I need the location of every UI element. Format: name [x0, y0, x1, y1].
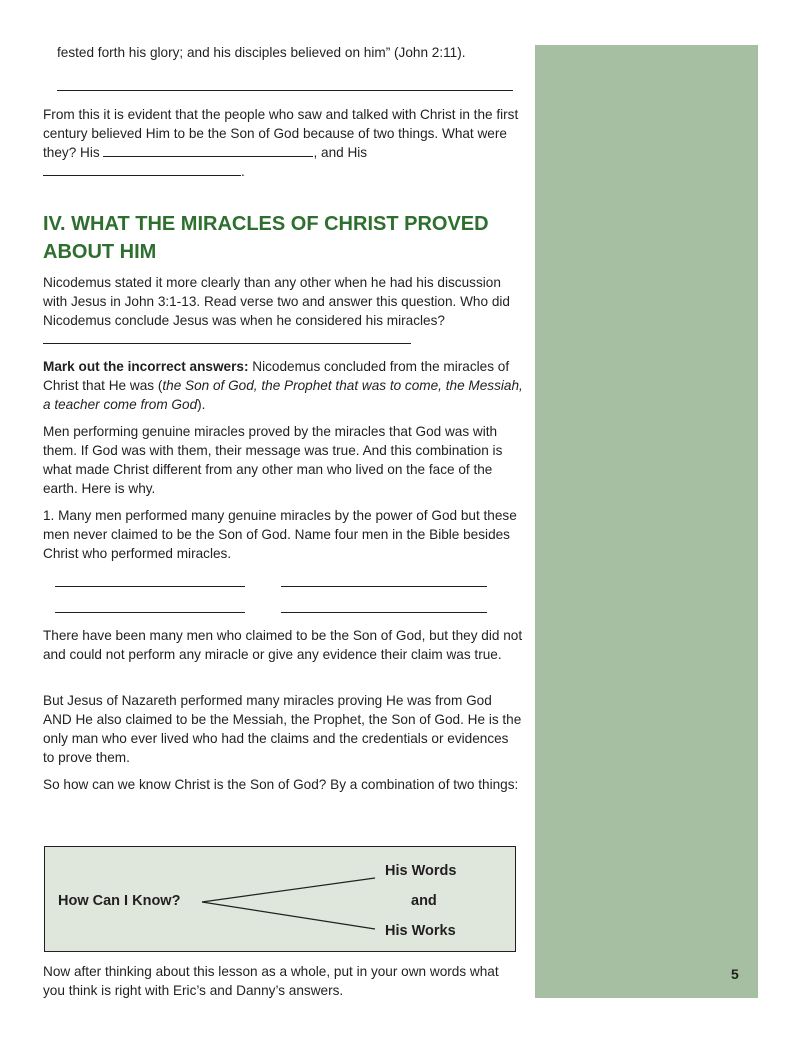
how-know-paragraph: So how can we know Christ is the Son of God? By a combination of two things:: [43, 777, 519, 792]
closing-paragraph: Now after thinking about this lesson as a whole, put in your own words what you think is right with Eric’s and Danny’s answers.: [43, 964, 499, 998]
answer-line[interactable]: [55, 612, 245, 613]
answer-line[interactable]: [57, 90, 513, 91]
answer-blank[interactable]: [43, 162, 241, 176]
nicodemus-paragraph: [43, 273, 523, 349]
markout-close: ).: [197, 397, 206, 412]
answer-blank[interactable]: [43, 330, 411, 344]
diagram-and: and: [411, 893, 437, 909]
quote-ending: fested forth his glory; and his disciples believed on him” (John 2:11).: [57, 45, 466, 60]
evident-end: .: [241, 164, 245, 179]
section-heading: IV. WHAT THE MIRACLES OF CHRIST PROVED ABOUT HIM: [43, 213, 489, 263]
diagram-his-works: His Works: [385, 923, 456, 939]
markout-lead: Mark out the incorrect answers:: [43, 359, 249, 374]
point-one-paragraph: 1. Many men performed many genuine miracles by the power of God but these men never claimed to be the Son of God. Name four men in the Bible besides Christ who performed miracles.: [43, 508, 517, 561]
markout-text: Nicodemus concluded from the miracles of Christ that He was (: [43, 359, 510, 393]
men-performing-paragraph: Men performing genuine miracles proved by the miracles that God was with them. If God was with them, their message was true. And this combination is what made Christ different from any other man who lived on the face of the earth. Here is why.: [43, 424, 503, 496]
markout-options[interactable]: the Son of God, the Prophet that was to come, the Messiah, a teacher come from God: [43, 378, 523, 412]
answer-blank[interactable]: [103, 143, 313, 157]
nicodemus-text: Nicodemus stated it more clearly than any other when he had his discussion with Jesus in John 3:1-13. Read verse two and answer this question. Who did Nicodemus conclude Jesus was when he considered his miracles?: [43, 275, 510, 328]
diagram-question: How Can I Know?: [58, 893, 181, 909]
how-can-i-know-diagram: [44, 846, 516, 952]
answer-line[interactable]: [281, 586, 487, 587]
evident-paragraph: [43, 105, 523, 181]
evident-prefix: From this it is evident that the people who saw and talked with Christ in the first century believed Him to be the Son of God because of two things. What were they? His: [43, 107, 519, 160]
evident-middle: , and His: [313, 145, 368, 160]
page-number: 5: [731, 966, 739, 982]
claimed-paragraph: There have been many men who claimed to be the Son of God, but they did not and could not perform any miracle or give any evidence their claim was true.: [43, 628, 523, 662]
diagram-his-words: His Words: [385, 863, 457, 879]
markout-paragraph: [43, 357, 523, 414]
answer-line[interactable]: [55, 586, 245, 587]
answer-line[interactable]: [281, 612, 487, 613]
branch-line-bottom: [202, 902, 375, 929]
sidebar-panel: [535, 45, 758, 998]
jesus-paragraph: But Jesus of Nazareth performed many miracles proving He was from God AND He also claimed to be the Messiah, the Prophet, the Son of God. He is the only man who ever lived who had the claims and the credentials or evidences to prove them.: [43, 693, 522, 765]
branch-line-top: [202, 878, 375, 902]
